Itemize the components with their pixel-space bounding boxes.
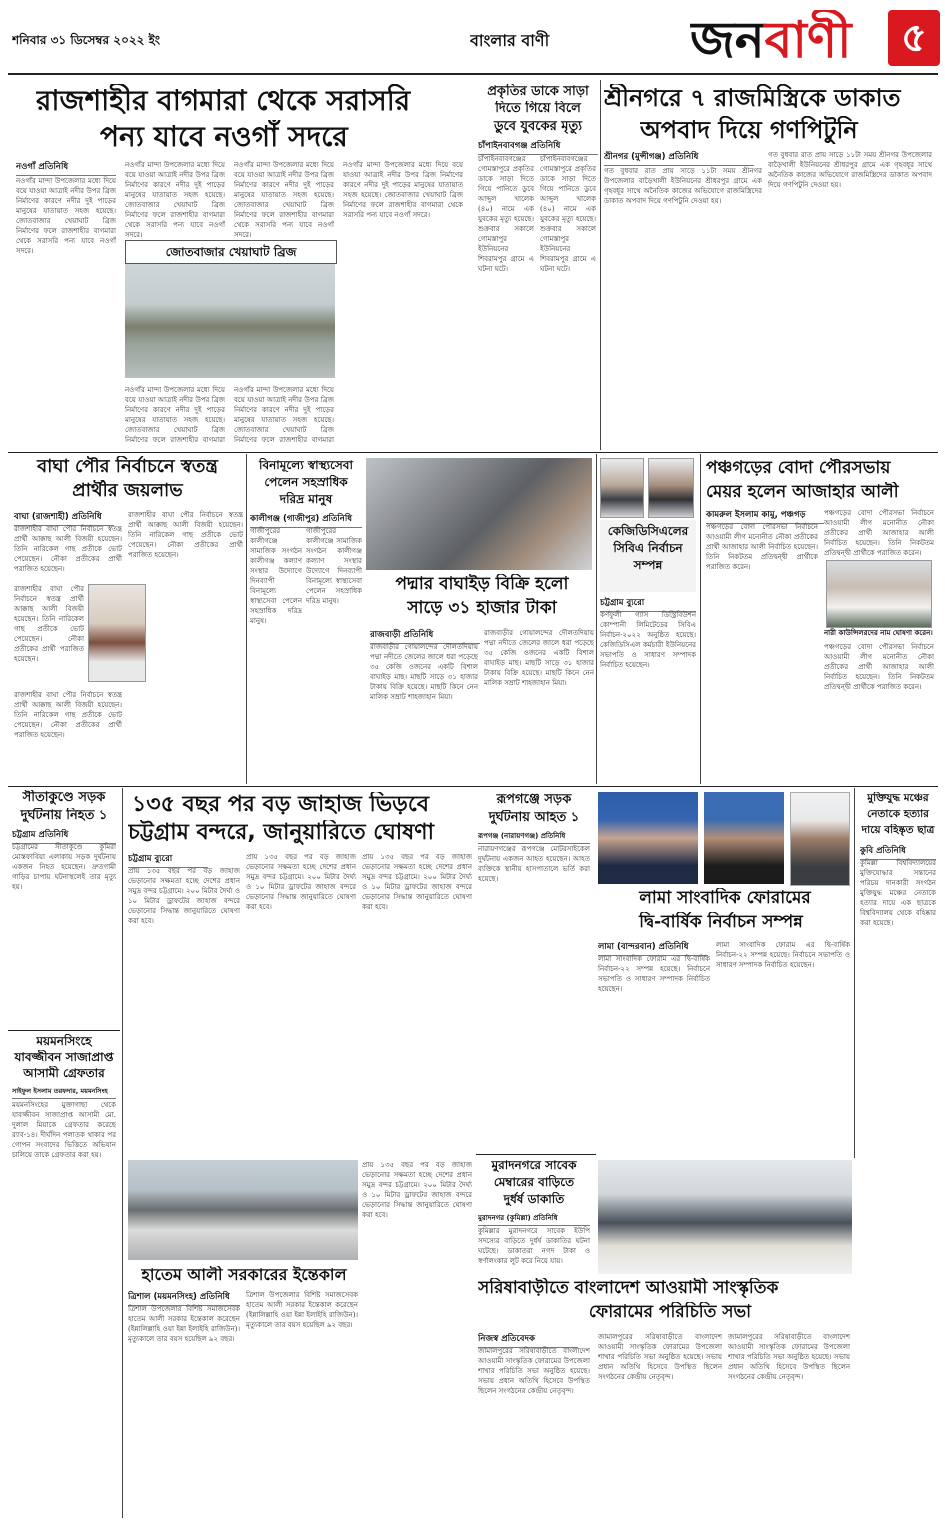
srinagar-body-col2: গত বুধবার রাত প্রায় সাড়ে ১১টা সময় শ্রীনগর উপজেলার বাড়ৈখালী ইউনিয়নের শ্রীধরপুর গ্রামে এক গৃহবধূর সাথে অনৈতিক কাজের অভিযোগে রাজমিস্ত্রিদের ডাকাত অপবাদ দিয়ে গণপিটুনি দেওয়া হয়।: [768, 151, 932, 189]
lama-headline-2: দ্বি-বার্ষিক নির্বাচন সম্পন্ন: [639, 912, 803, 932]
lama-photo-1: [598, 792, 698, 884]
muradnagar-headline-3: দুর্ধর্ষ ডাকাতি: [503, 1192, 565, 1206]
masthead-rule: [8, 73, 938, 75]
rajshahi-body-col1: নওগাঁর মান্দা উপজেলার মধ্যে দিয়ে বয়ে যাওয়া আত্রাই নদীর উপর ব্রিজ নির্মাণের কারণে নদীর দুই পাড়ের মানুষের যাতায়াত সহজ হয়েছে। জোতবাজার খেয়াঘাট ব্রিজ নির্মাণের ফলে রাজশাহীর বাগমারা থেকে সরাসরি পন্য যাবে নওগাঁ সদরে।: [16, 177, 116, 255]
drowning-headline-2: দিতে গিয়ে বিলে: [495, 101, 581, 116]
drowning-headline-1: প্রকৃতির ডাকে সাড়া: [487, 84, 589, 99]
kgdcl-headline-1: কেজিডিসিএলের: [607, 524, 689, 538]
lama-photo-2: [704, 792, 784, 884]
panchagarh-mayor-photo: [826, 560, 932, 628]
srinagar-body-col1: গত বুধবার রাত প্রায় সাড়ে ১১টা সময় শ্রীনগর উপজেলার বাড়ৈখালী ইউনিয়নের শ্রীধরপুর গ্রামে এক গৃহবধূর সাথে অনৈতিক কাজের অভিযোগে রাজমিস্ত্রিদের ডাকাত অপবাদ দিয়ে গণপিটুনি দেওয়া হয়।: [604, 167, 762, 205]
logo-part-2: বাণী: [764, 11, 852, 69]
bagha-body-col1: রাজশাহীর বাঘা পৌর নির্বাচনে স্বতন্ত্র প্রার্থী আক্কাছ আলী বিজয়ী হয়েছেন। তিনি নারিকেল গাছ প্রতীকে ভোট পেয়েছেন। নৌকা প্রতীকের প্রার্থী পরাজিত হয়েছেন।: [14, 525, 122, 573]
mymensingh-headline-3: আসামী গ্রেফতার: [23, 1066, 105, 1080]
sitakunda-headline-2: দুর্ঘটনায় নিহত ১: [20, 808, 108, 823]
divider-v-fish: [596, 454, 597, 784]
muradnagar-headline-2: মেম্বারের বাড়িতে: [493, 1175, 575, 1189]
healthcare-body-col1: গাজীপুরের কালীগঞ্জে সামাজিক সংগঠন কালীগঞ্জ কল্যাণ সংস্থার উদ্যোগে দিনব্যাপী বিনামূল্যে স্বাস্থ্যসেবা পেলেন সহস্রাধিক দরিদ্র মানুষ।: [250, 527, 302, 625]
bagha-body-col1b: রাজশাহীর বাঘা পৌর নির্বাচনে স্বতন্ত্র প্রার্থী আক্কাছ আলী বিজয়ী হয়েছেন। তিনি নারিকেল গাছ প্রতীকে ভোট পেয়েছেন। নৌকা প্রতীকের প্রার্থী পরাজিত হয়েছেন।: [14, 585, 84, 663]
sitakunda-body: চট্টগ্রামের সীতাকুণ্ডে কুমিরা মোস্তফাবিয়া এলাকায় সড়ক দুর্ঘটনায় একজন নিহত হয়েছেন। দ্রুতগামী গাড়ির চাপায় ঘটনাস্থলেই তার মৃত্যু হয়।: [12, 843, 116, 891]
logo-part-1: জন: [690, 11, 765, 69]
drowning-headline-3: ডুবে যুবকের মৃত্যু: [493, 119, 582, 134]
rajshahi-body-col4: নওগাঁর মান্দা উপজেলার মধ্যে দিয়ে বয়ে যাওয়া আত্রাই নদীর উপর ব্রিজ নির্মাণের কারণে নদীর দুই পাড়ের মানুষের যাতায়াত সহজ হয়েছে। জোতবাজার খেয়াঘাট ব্রিজ নির্মাণের ফলে রাজশাহীর বাগমারা থেকে সরাসরি পন্য যাবে নওগাঁ সদরে।: [343, 161, 463, 219]
sarishabari-headline-2: ফোরামের পরিচিতি সভা: [588, 1302, 752, 1322]
ship-body-col3: প্রায় ১৩৫ বছর পর বড় জাহাজ ভেড়ানোর সক্ষমতা হচ্ছে দেশের প্রধান সমুদ্র বন্দর চট্টগ্রামে। ২০০ মিটার দৈর্ঘ্য ও ১০ মিটার ড্রাফটের জাহাজ বন্দরে ভেড়ানোর সিদ্ধান্ত জানুয়ারিতে ঘোষণা করা হবে।: [362, 853, 472, 911]
lama-body-col1: লামা সাংবাদিক ফোরাম এর দ্বি-বার্ষিক নির্বাচন-২২ সম্পন্ন হয়েছে। নির্বাচনে সভাপতি ও সাধারণ সম্পাদক নির্বাচিত হয়েছেন।: [598, 955, 710, 993]
rajshahi-bridge-photo: [125, 264, 335, 378]
sarishabari-headline-1: সরিষাবাড়ীতে বাংলাদেশ আওয়ামী সাংস্কৃতিক: [478, 1278, 779, 1298]
rajshahi-body-col3b: নওগাঁর মান্দা উপজেলার মধ্যে দিয়ে বয়ে যাওয়া আত্রাই নদীর উপর ব্রিজ নির্মাণের কারণে নদীর দুই পাড়ের মানুষের যাতায়াত সহজ হয়েছে। জোতবাজার খেয়াঘাট ব্রিজ নির্মাণের ফলে রাজশাহীর বাগমারা: [234, 386, 334, 444]
srinagar-headline-2: অপবাদ দিয়ে গণপিটুনি: [640, 116, 858, 144]
ship-headline-2: চট্টগ্রাম বন্দরে, জানুয়ারিতে ঘোষণা: [128, 820, 434, 845]
fish-headline-2: সাড়ে ৩১ হাজার টাকা: [407, 598, 557, 618]
fish-photo: [366, 458, 592, 570]
rupganj-headline-1: রূপগঞ্জে সড়ক: [496, 792, 572, 807]
muradnagar-headline-1: মুরাদনগরে সাবেক: [491, 1158, 577, 1172]
mymensingh-body: ময়মনসিংহের মুক্তাগাছা থেকে যাবজ্জীবন সাজাপ্রাপ্ত আসামী মো. দুলাল মিয়াকে গ্রেফতার করেছে র‌্যাব-১৪। দীর্ঘদিন পলাতক থাকার পর গোপন সংবাদের ভিত্তিতে অভিযান চালিয়ে তাকে গ্রেফতার করা হয়।: [12, 1101, 116, 1159]
rajshahi-headline-2: পন্য যাবে নওগাঁ সদরে: [100, 120, 348, 153]
rajshahi-body-col3: নওগাঁর মান্দা উপজেলার মধ্যে দিয়ে বয়ে যাওয়া আত্রাই নদীর উপর ব্রিজ নির্মাণের কারণে নদীর দুই পাড়ের মানুষের যাতায়াত সহজ হয়েছে। জোতবাজার খেয়াঘাট ব্রিজ নির্মাণের ফলে রাজশাহীর বাগমারা থেকে সরাসরি পন্য যাবে নওগাঁ সদরে।: [234, 161, 334, 238]
lama-body-col2: লামা সাংবাদিক ফোরাম এর দ্বি-বার্ষিক নির্বাচন-২২ সম্পন্ন হয়েছে। নির্বাচনে সভাপতি ও সাধারণ সম্পাদক নির্বাচিত হয়েছেন।: [716, 941, 850, 969]
sitakunda-headline-1: সীতাকুণ্ডে সড়ক: [22, 790, 106, 805]
healthcare-headline-1: বিনামূল্যে স্বাস্থ্যসেবা: [259, 458, 353, 472]
divider-v-lama: [854, 788, 855, 1158]
healthcare-headline-2: পেলেন সহস্রাধিক: [264, 475, 348, 489]
masthead-logo: [690, 10, 900, 70]
drowning-body-col2: চাঁপাইনবাবগঞ্জের গোমস্তাপুরে প্রকৃতির ডাকে সাড়া দিতে গিয়ে পানিতে ডুবে আব্দুল খালেক (৪০) নামে এক যুবকের মৃত্যু হয়েছে। শুক্রবার সকালে গোমস্তাপুর ইউনিয়নের শিবরামপুর গ্রামে এ ঘটনা ঘটে।: [540, 155, 596, 273]
sarishabari-body-col3: জামালপুরের সরিষাবাড়ীতে বাংলাদেশ আওয়ামী সাংস্কৃতিক ফোরামের উপজেলা শাখার পরিচিতি সভা অনুষ্ঠিত হয়েছে। সভায় প্রধান অতিথি হিসেবে উপস্থিত ছিলেন সংগঠনের কেন্দ্রীয় নেতৃবৃন্দ।: [728, 1333, 850, 1381]
sitakunda-byline: চট্টগ্রাম প্রতিনিধি: [12, 828, 116, 844]
rupganj-body: নারায়ণগঞ্জের রূপগঞ্জে মোটরসাইকেল দুর্ঘটনায় একজন আহত হয়েছেন। আহত ব্যক্তিকে স্থানীয় হাসপাতালে ভর্তি করা হয়েছে।: [478, 845, 590, 883]
kgdcl-photo-2: [648, 458, 694, 518]
divider-h-1: [8, 452, 938, 453]
rajshahi-caption-text: জোতবাজার খেয়াঘাট ব্রিজ: [165, 245, 297, 259]
bagha-byline: বাঘা (রাজশাহী) প্রতিনিধি: [14, 510, 114, 526]
hatem-byline: ত্রিশাল (ময়মনসিংহ) প্রতিনিধি: [128, 1290, 240, 1306]
rupganj-headline-2: দুর্ঘটনায় আহত ১: [488, 810, 580, 825]
kgdcl-photo-1: [600, 458, 644, 518]
muradnagar-body-col1: কুমিল্লার মুরাদনগরে সাবেক ইউপি সদস্যের বাড়িতে দুর্ধর্ষ ডাকাতির ঘটনা ঘটেছে। ডাকাতরা নগদ টাকা ও স্বর্ণালংকার লুট করে নিয়ে যায়।: [478, 1227, 590, 1265]
masthead-section: বাংলার বাণী: [470, 31, 550, 50]
divider-h-mur: [476, 1154, 596, 1155]
masthead-date: শনিবার ৩১ ডিসেম্বর ২০২২ ইং: [12, 33, 161, 47]
panchagarh-body-col2b: পঞ্চগড়ের বোদা পৌরসভা নির্বাচনে আওয়ামী লীগ মনোনীত নৌকা প্রতীকের প্রার্থী আজাহার আলী নির্বাচিত হয়েছেন। তিনি নিকটতম প্রতিদ্বন্দ্বী প্রার্থীকে পরাজিত করেন।: [824, 643, 934, 691]
drowning-byline: চাঁপাইনবাবগঞ্জ প্রতিনিধি: [478, 139, 598, 155]
sarishabari-body-col1: জামালপুরের সরিষাবাড়ীতে বাংলাদেশ আওয়ামী সাংস্কৃতিক ফোরামের উপজেলা শাখার পরিচিতি সভা অনুষ্ঠিত হয়েছে। সভায় প্রধান অতিথি হিসেবে উপস্থিত ছিলেন সংগঠনের কেন্দ্রীয় নেতৃবৃন্দ।: [478, 1347, 590, 1395]
mukti-headline-1: মুক্তিযুদ্ধ মঞ্চের: [867, 792, 929, 804]
srinagar-headline-1: শ্রীনগরে ৭ রাজমিস্ত্রিকে ডাকাত: [604, 84, 901, 112]
panchagarh-photo-caption: নারী কাউন্সিলরদের নাম ঘোষণা করেন।: [824, 629, 933, 637]
srinagar-byline: শ্রীনগর (মুন্সীগঞ্জ) প্রতিনিধি: [604, 150, 754, 166]
lama-byline: লামা (বান্দরবান) প্রতিনিধি: [598, 940, 708, 956]
divider-v-top: [600, 80, 601, 450]
rajshahi-headline-1: রাজশাহীর বাগমারা থেকে সরাসরি: [36, 84, 411, 117]
rajshahi-photo-caption: [125, 240, 337, 264]
sarishabari-photo: [598, 1160, 852, 1274]
page-number: ৫: [888, 10, 940, 66]
divider-v-kgdcl: [700, 454, 701, 784]
fish-body-col2: রাজবাড়ীর গোয়ালন্দের দৌলতদিয়ায় পদ্মা নদীতে জেলের জালে ধরা পড়েছে ৩৫ কেজি ওজনের একটি বিশাল বাঘাইড় মাছ। মাছটি সাড়ে ৩১ হাজার টাকায় বিক্রি হয়েছে। মাছটি কিনে নেন মালিক সম্রাট শাহজাহান মিয়া।: [484, 629, 594, 687]
mymensingh-headline-2: যাবজ্জীবন সাজাপ্রাপ্ত: [14, 1050, 114, 1064]
mymensingh-byline: সাইফুল ইসলাম তরফদার, ময়মনসিংহ: [12, 1086, 116, 1099]
kgdcl-headline-3: সম্পন্ন: [633, 558, 663, 573]
healthcare-body-col2: গাজীপুরের কালীগঞ্জে সামাজিক সংগঠন কালীগঞ্জ কল্যাণ সংস্থার উদ্যোগে দিনব্যাপী বিনামূল্যে স্বাস্থ্যসেবা পেলেন সহস্রাধিক দরিদ্র মানুষ।: [306, 527, 362, 605]
ship-body-col2: প্রায় ১৩৫ বছর পর বড় জাহাজ ভেড়ানোর সক্ষমতা হচ্ছে দেশের প্রধান সমুদ্র বন্দর চট্টগ্রামে। ২০০ মিটার দৈর্ঘ্য ও ১০ মিটার ড্রাফটের জাহাজ বন্দরে ভেড়ানোর সিদ্ধান্ত জানুয়ারিতে ঘোষণা করা হবে।: [246, 853, 356, 911]
divider-h-2: [8, 786, 938, 787]
ship-byline: চট্টগ্রাম ব্যুরো: [128, 852, 208, 868]
mukti-headline-3: দায়ে বহিষ্কৃত ছাত্র: [861, 824, 935, 836]
hatem-body-col2: ত্রিশাল উপজেলার বিশিষ্ট সমাজসেবক হাতেম আলী সরকার ইন্তেকাল করেছেন (ইন্নালিল্লাহি ওয়া ইন্না ইলাইহি রাজিউন)। মৃত্যুকালে তার বয়স হয়েছিল ৯২ বছর।: [246, 1291, 358, 1329]
panchagarh-body-col1: পঞ্চগড়ের বোদা পৌরসভা নির্বাচনে আওয়ামী লীগ মনোনীত নৌকা প্রতীকের প্রার্থী আজাহার আলী নির্বাচিত হয়েছেন। তিনি নিকটতম প্রতিদ্বন্দ্বী প্রার্থীকে পরাজিত করেন।: [706, 523, 818, 571]
sarishabari-body-col2: জামালপুরের সরিষাবাড়ীতে বাংলাদেশ আওয়ামী সাংস্কৃতিক ফোরামের উপজেলা শাখার পরিচিতি সভা অনুষ্ঠিত হয়েছে। সভায় প্রধান অতিথি হিসেবে উপস্থিত ছিলেন সংগঠনের কেন্দ্রীয় নেতৃবৃন্দ।: [598, 1333, 722, 1381]
bagha-body-col2: রাজশাহীর বাঘা পৌর নির্বাচনে স্বতন্ত্র প্রার্থী আক্কাছ আলী বিজয়ী হয়েছেন। তিনি নারিকেল গাছ প্রতীকে ভোট পেয়েছেন। নৌকা প্রতীকের প্রার্থী পরাজিত হয়েছেন।: [128, 511, 243, 559]
fish-body-col1: রাজবাড়ীর গোয়ালন্দের দৌলতদিয়ায় পদ্মা নদীতে জেলের জালে ধরা পড়েছে ৩৫ কেজি ওজনের একটি বিশাল বাঘাইড় মাছ। মাছটি সাড়ে ৩১ হাজার টাকায় বিক্রি হয়েছে। মাছটি কিনে নেন মালিক সম্রাট শাহজাহান মিয়া।: [370, 643, 478, 701]
muradnagar-byline: মুরাদনগর (কুমিল্লা) প্রতিনিধি: [478, 1212, 590, 1226]
ship-headline-1: ১৩৫ বছর পর বড় জাহাজ ভিড়বে: [132, 792, 429, 817]
panchagarh-headline-1: পঞ্চগড়ের বোদা পৌরসভায়: [706, 458, 891, 478]
drowning-body-col1: চাঁপাইনবাবগঞ্জের গোমস্তাপুরে প্রকৃতির ডাকে সাড়া দিতে গিয়ে পানিতে ডুবে আব্দুল খালেক (৪০) নামে এক যুবকের মৃত্যু হয়েছে। শুক্রবার সকালে গোমস্তাপুর ইউনিয়নের শিবরামপুর গ্রামে এ ঘটনা ঘটে।: [478, 155, 534, 273]
rajshahi-body-col2b: নওগাঁর মান্দা উপজেলার মধ্যে দিয়ে বয়ে যাওয়া আত্রাই নদীর উপর ব্রিজ নির্মাণের কারণে নদীর দুই পাড়ের মানুষের যাতায়াত সহজ হয়েছে। জোতবাজার খেয়াঘাট ব্রিজ নির্মাণের ফলে রাজশাহীর বাগমারা: [125, 386, 225, 444]
panchagarh-byline: কামরুল ইসলাম কামু, পঞ্চগড়: [706, 508, 824, 524]
kgdcl-headline-2: সিবিএ নির্বাচন: [613, 541, 683, 556]
divider-h-sita: [8, 1030, 120, 1031]
healthcare-byline: কালীগঞ্জ (গাজীপুর) প্রতিনিধি: [250, 512, 362, 528]
kgdcl-headline-box: [600, 520, 696, 592]
lama-photo-3: [790, 792, 850, 886]
rajshahi-byline: নওগাঁ প্রতিনিধি: [16, 160, 116, 176]
lama-headline-1: লামা সাংবাদিক ফোরামের: [639, 888, 811, 908]
healthcare-headline-3: দরিদ্র মানুষ: [279, 492, 333, 506]
ship-body-col1: প্রায় ১৩৫ বছর পর বড় জাহাজ ভেড়ানোর সক্ষমতা হচ্ছে দেশের প্রধান সমুদ্র বন্দর চট্টগ্রামে। ২০০ মিটার দৈর্ঘ্য ও ১০ মিটার ড্রাফটের জাহাজ বন্দরে ভেড়ানোর সিদ্ধান্ত জানুয়ারিতে ঘোষণা করা হবে।: [128, 867, 240, 925]
rajshahi-body-col2: নওগাঁর মান্দা উপজেলার মধ্যে দিয়ে বয়ে যাওয়া আত্রাই নদীর উপর ব্রিজ নির্মাণের কারণে নদীর দুই পাড়ের মানুষের যাতায়াত সহজ হয়েছে। জোতবাজার খেয়াঘাট ব্রিজ নির্মাণের ফলে রাজশাহীর বাগমারা থেকে সরাসরি পন্য যাবে নওগাঁ সদরে।: [125, 161, 225, 238]
panchagarh-headline-2: মেয়র হলেন আজাহার আলী: [706, 482, 899, 502]
divider-v-bagha: [246, 454, 247, 784]
bagha-headline-1: বাঘা পৌর নির্বাচনে স্বতন্ত্র: [37, 456, 218, 477]
divider-v-left: [122, 788, 123, 1518]
bagha-headline-2: প্রার্থীর জয়লাভ: [72, 480, 183, 501]
rupganj-byline: রূপগঞ্জ (নারায়ণগঞ্জ) প্রতিনিধি: [478, 830, 590, 844]
mukti-body: কুমিল্লা বিশ্ববিদ্যালয়ের মুক্তিযোদ্ধার সন্তানের পরিচয় দানকারী সংগঠন মুক্তিযুদ্ধ মঞ্চের নেতাকে হত্যার দায়ে এক ছাত্রকে বিশ্ববিদ্যালয় থেকে বহিষ্কার করা হয়েছে।: [860, 859, 936, 927]
kgdcl-byline: চট্টগ্রাম ব্যুরো: [600, 596, 696, 612]
hatem-funeral-photo: [128, 1160, 358, 1260]
hatem-body-col1: ত্রিশাল উপজেলার বিশিষ্ট সমাজসেবক হাতেম আলী সরকার ইন্তেকাল করেছেন (ইন্নালিল্লাহি ওয়া ইন্না ইলাইহি রাজিউন)। মৃত্যুকালে তার বয়স হয়েছিল ৯২ বছর।: [128, 1305, 240, 1343]
kgdcl-body: কর্ণফুলী গ্যাস ডিস্ট্রিবিউশন কোম্পানী লিমিটেডের সিবিএ নির্বাচন-২০২২ অনুষ্ঠিত হয়েছে। কেজিডিসিএল কর্মচারী ইউনিয়নের সভাপতি ও সাধারণ সম্পাদক নির্বাচিত হয়েছেন।: [600, 611, 696, 669]
mukti-headline-2: নেতাকে হত্যার: [867, 808, 929, 820]
mymensingh-headline-1: ময়মনসিংহে: [36, 1034, 92, 1048]
bagha-body-col1c: রাজশাহীর বাঘা পৌর নির্বাচনে স্বতন্ত্র প্রার্থী আক্কাছ আলী বিজয়ী হয়েছেন। তিনি নারিকেল গাছ প্রতীকে ভোট পেয়েছেন। নৌকা প্রতীকের প্রার্থী পরাজিত হয়েছেন।: [14, 691, 122, 739]
fish-headline-1: পদ্মার বাঘাইড় বিক্রি হলো: [395, 574, 569, 594]
fish-byline: রাজবাড়ী প্রতিনিধি: [370, 628, 480, 644]
mukti-byline: কুবি প্রতিনিধি: [860, 844, 936, 860]
panchagarh-body-col2: পঞ্চগড়ের বোদা পৌরসভা নির্বাচনে আওয়ামী লীগ মনোনীত নৌকা প্রতীকের প্রার্থী আজাহার আলী নির্বাচিত হয়েছেন। তিনি নিকটতম প্রতিদ্বন্দ্বী প্রার্থীকে পরাজিত করেন।: [824, 509, 934, 557]
ship-body-col3b: প্রায় ১৩৫ বছর পর বড় জাহাজ ভেড়ানোর সক্ষমতা হচ্ছে দেশের প্রধান সমুদ্র বন্দর চট্টগ্রামে। ২০০ মিটার দৈর্ঘ্য ও ১০ মিটার ড্রাফটের জাহাজ বন্দরে ভেড়ানোর সিদ্ধান্ত জানুয়ারিতে ঘোষণা করা হবে।: [362, 1161, 472, 1219]
sarishabari-byline: নিজস্ব প্রতিবেদক: [478, 1332, 578, 1348]
hatem-headline: হাতেম আলী সরকারের ইন্তেকাল: [141, 1266, 347, 1284]
